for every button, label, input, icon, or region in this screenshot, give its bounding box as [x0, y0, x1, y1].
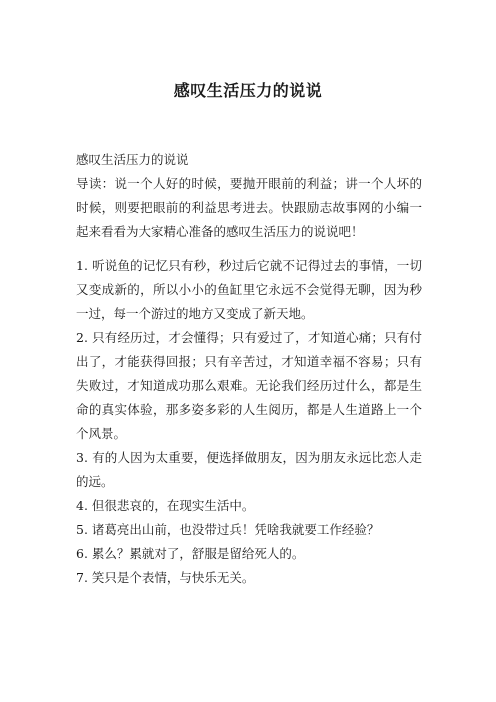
list-item: 2. 只有经历过，才会懂得；只有爱过了，才知道心痛；只有付出了，才能获得回报；只有辛苦过，才知道幸福不容易；只有失败过，才知道成功那么艰难。无论我们经历过什么，都是生命的真实体验，那多姿多彩的人生阅历，都是人生道路上一个个风景。	[76, 330, 422, 441]
document-body	[76, 148, 422, 590]
list-item: 6. 累么？累就对了，舒服是留给死人的。	[76, 546, 305, 561]
paragraph-gap	[76, 244, 422, 254]
document-title: 感叹生活压力的说说	[173, 81, 323, 100]
list-item: 4. 但很悲哀的，在现实生活中。	[76, 498, 255, 513]
list-item: 3. 有的人因为太重要，便选择做朋友，因为朋友永远比恋人走的远。	[76, 450, 422, 489]
list-item: 7. 笑只是个表情，与快乐无关。	[76, 570, 255, 585]
heading-line: 感叹生活压力的说说	[76, 152, 189, 167]
list-item: 1. 听说鱼的记忆只有秒，秒过后它就不记得过去的事情，一切又变成新的，所以小小的鱼缸里它永远不会觉得无聊，因为秒一过，每一个游过的地方又变成了新天地。	[76, 258, 422, 321]
intro-paragraph: 导读：说一个人好的时候，要抛开眼前的利益；讲一个人坏的时候，则要把眼前的利益思考进去。快跟励志故事网的小编一起来看看为大家精心准备的感叹生活压力的说说吧！	[76, 176, 422, 239]
list-item: 5. 诸葛亮出山前，也没带过兵！凭啥我就要工作经验？	[76, 522, 380, 537]
